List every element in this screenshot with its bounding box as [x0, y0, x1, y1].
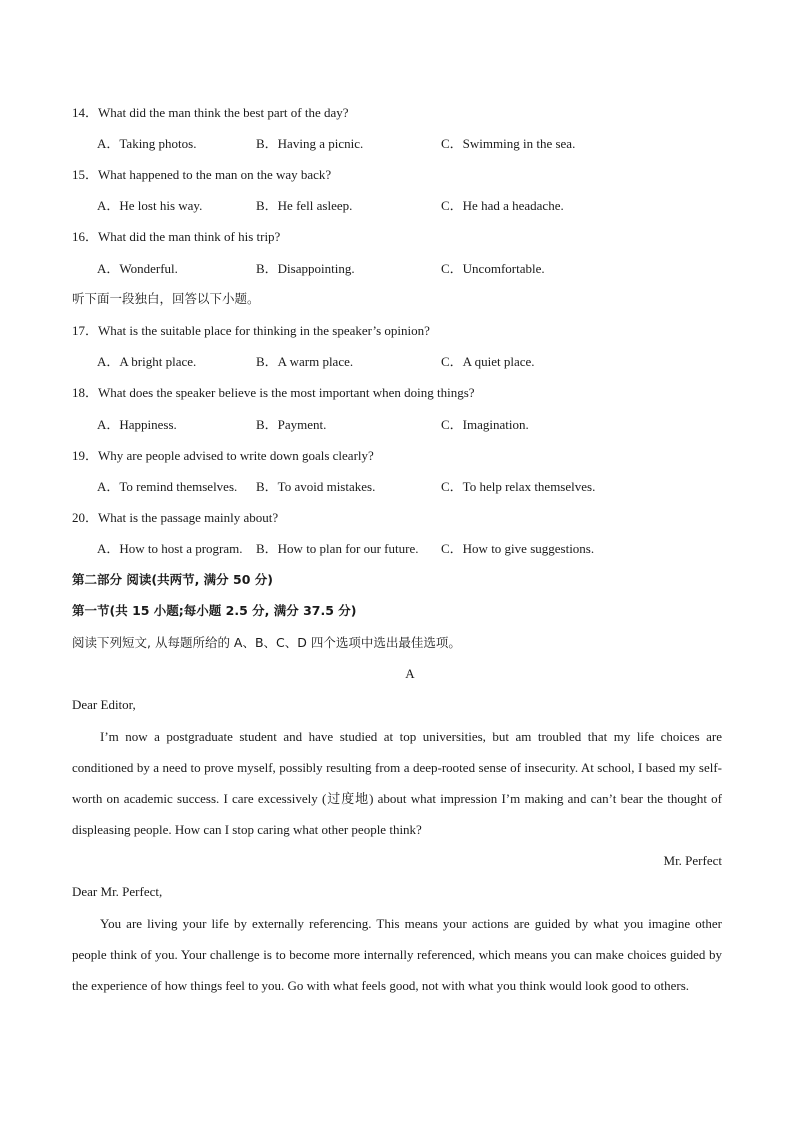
question-14-option-b[interactable]: B．Having a picnic. — [256, 136, 364, 151]
letter1-body: I’m now a postgraduate student and have studied at top universities, but am troubled that my life choices are conditioned by a need to prove myself, possibly resulting from a deep-rooted sense of insecurity. At school, I based my self-worth on academic success. I care excessively (过度地) about what impression I’m making and can’t bear the thought of displeasing people. How can I stop caring what other people think? — [72, 729, 722, 837]
question-20-option-c[interactable]: C．How to give suggestions. — [441, 541, 595, 556]
question-19-option-a[interactable]: A．To remind themselves. — [97, 479, 238, 494]
question-19-option-c[interactable]: C．To help relax themselves. — [441, 479, 596, 494]
letter1-salutation: Dear Editor, — [72, 697, 136, 712]
question-14-stem: 14．What did the man think the best part of the day? — [72, 105, 349, 120]
section1-heading: 第一节(共 15 小题;每小题 2.5 分, 满分 37.5 分) — [72, 603, 357, 618]
question-20-option-b[interactable]: B．How to plan for our future. — [256, 541, 419, 556]
question-19-option-b[interactable]: B．To avoid mistakes. — [256, 479, 376, 494]
question-16-option-c[interactable]: C．Uncomfortable. — [441, 261, 545, 276]
question-14-option-c[interactable]: C．Swimming in the sea. — [441, 136, 576, 151]
letter2-salutation: Dear Mr. Perfect, — [72, 884, 163, 899]
question-17-stem: 17．What is the suitable place for thinking in the speaker’s opinion? — [72, 323, 430, 338]
part2-heading: 第二部分 阅读(共两节, 满分 50 分) — [72, 572, 273, 587]
question-20-option-a[interactable]: A．How to host a program. — [97, 541, 243, 556]
passage-label: A — [405, 666, 415, 681]
question-18-option-a[interactable]: A．Happiness. — [97, 417, 177, 432]
question-17-option-b[interactable]: B．A warm place. — [256, 354, 354, 369]
question-14-option-a[interactable]: A．Taking photos. — [97, 136, 197, 151]
question-18-option-c[interactable]: C．Imagination. — [441, 417, 529, 432]
question-18-option-b[interactable]: B．Payment. — [256, 417, 327, 432]
letter1-signature: Mr. Perfect — [663, 853, 722, 868]
question-17-option-c[interactable]: C．A quiet place. — [441, 354, 535, 369]
question-15-stem: 15．What happened to the man on the way back? — [72, 167, 332, 182]
letter2-body: You are living your life by externally referencing. This means your actions are guided by what you imagine other people think of you. Your challenge is to become more internally referenced, which means you can make choices guided by the experience of how things feel to you. Go with what feels good, not with what you think would look good to others. — [72, 916, 722, 993]
question-20-stem: 20．What is the passage mainly about? — [72, 510, 279, 525]
question-15-option-a[interactable]: A．He lost his way. — [97, 198, 203, 213]
monologue-instruction: 听下面一段独白，回答以下小题。 — [72, 291, 260, 306]
question-18-stem: 18．What does the speaker believe is the most important when doing things? — [72, 385, 475, 400]
question-16-option-a[interactable]: A．Wonderful. — [97, 261, 178, 276]
question-15-option-b[interactable]: B．He fell asleep. — [256, 198, 353, 213]
question-15-option-c[interactable]: C．He had a headache. — [441, 198, 564, 213]
reading-instruction: 阅读下列短文, 从每题所给的 A、B、C、D 四个选项中选出最佳选项。 — [72, 635, 461, 650]
question-19-stem: 19．Why are people advised to write down goals clearly? — [72, 448, 374, 463]
question-16-stem: 16．What did the man think of his trip? — [72, 229, 281, 244]
question-17-option-a[interactable]: A．A bright place. — [97, 354, 197, 369]
question-16-option-b[interactable]: B．Disappointing. — [256, 261, 355, 276]
